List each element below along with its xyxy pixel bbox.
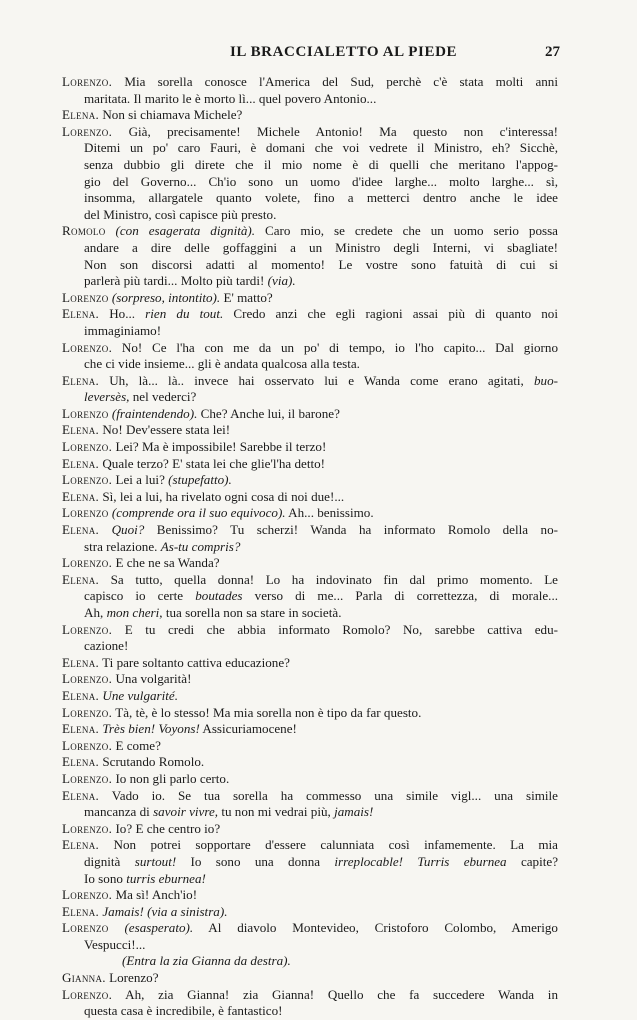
speaker-name: Lorenzo. xyxy=(62,770,113,786)
line-text: Tà, tè, è lo stesso! Ma mia sorella non è tipo da far questo. xyxy=(112,704,422,720)
italic-aside: (esasperato). xyxy=(124,920,194,936)
line-text: stra relazione. xyxy=(84,538,158,554)
line-text: parlerà più tardi... Molto più tardi! xyxy=(84,273,265,289)
italic-aside: savoir vivre, xyxy=(153,804,219,820)
dialogue-line xyxy=(62,373,558,390)
speaker-name: Lorenzo. xyxy=(62,737,113,753)
line-text: Non si chiamava Michele? xyxy=(99,107,243,123)
dialogue-line xyxy=(62,124,558,141)
line-text: verso di me... Parla di correttezza, di morale... xyxy=(242,588,558,604)
speaker-name: Lorenzo xyxy=(62,405,109,421)
line-text: Benissimo? Tu scherzi! Wanda ha informato Romolo della no- xyxy=(144,522,558,538)
dialogue-line xyxy=(62,489,558,506)
italic-aside: Une vulgarité. xyxy=(102,687,178,703)
dialogue-line xyxy=(62,688,558,705)
line-text: Ho... xyxy=(99,306,136,322)
italic-aside: surtout! xyxy=(134,853,177,869)
dialogue-line xyxy=(62,539,558,556)
italic-aside: (con esagerata dignità). xyxy=(115,223,256,239)
dialogue-line xyxy=(62,837,558,854)
line-text: E' matto? xyxy=(220,289,273,305)
italic-aside: irreplocable! Turris eburnea xyxy=(334,853,507,869)
dialogue-line xyxy=(62,306,558,323)
speaker-name: Gianna. xyxy=(62,970,106,986)
speaker-name: Lorenzo. xyxy=(62,704,113,720)
dialogue-line xyxy=(62,638,558,655)
line-text: Già, precisamente! Michele Antonio! Ma questo non c'interessa! xyxy=(112,123,558,139)
speaker-name: Lorenzo. xyxy=(62,621,113,637)
italic-aside: leversès, xyxy=(84,389,130,405)
dialogue-line xyxy=(62,904,558,921)
dialogue-line xyxy=(62,1003,558,1020)
speaker-name: Lorenzo. xyxy=(62,74,113,89)
italic-aside: boutades xyxy=(195,588,243,604)
speaker-name: Elena. xyxy=(62,372,100,388)
line-text: Io non gli parlo certo. xyxy=(112,770,230,786)
line-text: Assicuriamocene! xyxy=(199,721,297,737)
dialogue-line xyxy=(62,223,558,240)
speaker-name: Elena. xyxy=(62,654,100,670)
dialogue-line xyxy=(62,472,558,489)
speaker-name: Elena. xyxy=(62,306,100,322)
line-text: maritata. Il marito le è morto lì... quel povero Antonio... xyxy=(84,90,377,106)
dialogue-line xyxy=(62,754,558,771)
speaker-name: Lorenzo. xyxy=(62,123,113,139)
dialogue-line xyxy=(62,422,558,439)
speaker-name: Elena. xyxy=(62,687,100,703)
line-text: Ah, zia Gianna! zia Gianna! Quello che fa succedere Wanda in xyxy=(112,986,558,1002)
italic-aside: (comprende ora il suo equivoco). xyxy=(111,505,286,521)
dialogue-line xyxy=(62,356,558,373)
line-text: tu non mi vedrai più, xyxy=(218,804,331,820)
page-header xyxy=(60,44,560,66)
line-text: Uh, là... là.. invece hai osservato lui e Wanda come erano agitati, xyxy=(99,372,524,388)
dialogue-line xyxy=(62,439,558,456)
speaker-name: Lorenzo xyxy=(62,505,109,521)
line-text: Una volgarità! xyxy=(112,671,192,687)
italic-aside: As-tu compris? xyxy=(160,538,241,554)
dialogue-line xyxy=(62,705,558,722)
speaker-name: Elena. xyxy=(62,455,100,471)
dialogue-line xyxy=(62,854,558,871)
italic-aside: (fraintendendo). xyxy=(111,405,198,421)
dialogue-line xyxy=(62,323,558,340)
speaker-name: Elena. xyxy=(62,754,100,770)
line-text: Ah, xyxy=(84,605,104,620)
line-text: Lorenzo? xyxy=(105,970,159,986)
dialogue-line xyxy=(62,887,558,904)
dialogue-line xyxy=(62,987,558,1004)
speaker-name: Elena. xyxy=(62,787,100,803)
italic-aside: Jamais! (via a sinistra). xyxy=(102,903,228,919)
dialogue-line xyxy=(62,456,558,473)
line-text: Non son discorsi adatti al momento! Le vostre sono fatuità di cui si xyxy=(84,256,558,272)
line-text: Ti pare soltanto cattiva educazione? xyxy=(99,654,290,670)
dialogue-line xyxy=(62,920,558,937)
line-text: Caro mio, se credete che un uomo serio possa xyxy=(255,223,558,239)
dialogue-line xyxy=(62,522,558,539)
speaker-name: Lorenzo. xyxy=(62,820,113,836)
line-text: Io? E che centro io? xyxy=(112,820,221,836)
dialogue-line xyxy=(62,91,558,108)
line-text: Ditemi un po' caro Fauri, è domani che voi vedrete il Ministro, eh? Sicchè, xyxy=(84,140,558,156)
dialogue-line xyxy=(62,406,558,423)
line-text: capisco io certe xyxy=(84,588,184,604)
line-text: che ci vide insieme... gli è andata qualcosa alla testa. xyxy=(84,356,360,372)
line-text: E tu credi che abbia informato Romolo? No, sarebbe cattiva edu- xyxy=(112,621,558,637)
italic-aside: buo- xyxy=(533,372,558,388)
speaker-name: Elena. xyxy=(62,837,100,853)
speaker-name: Lorenzo. xyxy=(62,887,113,903)
italic-aside: Quoi? xyxy=(111,522,145,538)
dialogue-line xyxy=(62,738,558,755)
italic-aside: rien du tout. xyxy=(145,306,224,322)
line-text: Che? Anche lui, il barone? xyxy=(197,405,340,421)
line-text: Non potrei sopportare d'essere calunniata così infamemente. La mia xyxy=(99,837,558,853)
dialogue-line xyxy=(62,240,558,257)
line-text: mancanza di xyxy=(84,804,150,820)
dialogue-line xyxy=(62,207,558,224)
line-text: Vespucci!... xyxy=(84,936,146,952)
line-text: No! Dev'essere stata lei! xyxy=(99,422,231,438)
page-number: 27 xyxy=(545,44,560,60)
dialogue-line xyxy=(62,555,558,572)
play-text xyxy=(62,74,558,1020)
line-text: dignità xyxy=(84,853,121,869)
dialogue-line xyxy=(62,622,558,639)
dialogue-line xyxy=(62,721,558,738)
speaker-name: Lorenzo xyxy=(62,289,109,305)
dialogue-line xyxy=(62,190,558,207)
running-title: IL BRACCIALETTO AL PIEDE xyxy=(230,44,458,60)
line-text: del Ministro, così capisce più presto. xyxy=(84,206,277,222)
speaker-name: Elena. xyxy=(62,107,100,123)
line-text: immaginiamo! xyxy=(84,322,162,338)
speaker-name: Elena. xyxy=(62,422,100,438)
italic-aside: (stupefatto). xyxy=(168,472,232,488)
line-text: capite? xyxy=(506,853,559,869)
dialogue-line xyxy=(62,505,558,522)
dialogue-line xyxy=(62,273,558,290)
line-text: Io sono una donna xyxy=(176,853,321,869)
speaker-name: Elena. xyxy=(62,903,100,919)
line-text: Lei a lui? xyxy=(112,472,165,488)
line-text: Ma sì! Anch'io! xyxy=(112,887,198,903)
line-text: Io sono xyxy=(84,870,123,886)
dialogue-line xyxy=(62,970,558,987)
line-text: Credo anzi che egli ragioni assai più di quanto noi xyxy=(223,306,558,322)
line-text: andare a dire delle goffaggini a un Ministro degli Interni, vi sbagliate! xyxy=(84,239,558,255)
dialogue-line xyxy=(62,588,558,605)
line-text: gio del Governo... Ch'io sono un uomo d'idee larghe... molto larghe... sì, xyxy=(84,173,558,189)
line-text: No! Ce l'ha con me da un po' di tempo, io l'ho capito... Dal giorno xyxy=(112,339,558,355)
speaker-name: Lorenzo. xyxy=(62,339,113,355)
dialogue-line xyxy=(62,655,558,672)
dialogue-line xyxy=(62,821,558,838)
italic-aside: (sorpreso, intontito). xyxy=(111,289,221,305)
line-text: questa casa è incredibile, è fantastico! xyxy=(84,1003,283,1019)
dialogue-line xyxy=(62,257,558,274)
line-text: Vado io. Se tua sorella ha commesso una simile vigl... una simile xyxy=(99,787,558,803)
speaker-name: Lorenzo xyxy=(62,920,109,936)
line-text: Ah... benissimo. xyxy=(285,505,374,521)
italic-aside: turris eburnea! xyxy=(126,870,206,886)
speaker-name: Lorenzo. xyxy=(62,986,113,1002)
line-text: tua sorella non sa stare in società. xyxy=(162,605,342,620)
line-text: insomma, allargatele quanto volete, fino a metterci dentro anche le idee xyxy=(84,190,558,206)
dialogue-line xyxy=(62,671,558,688)
speaker-name: Elena. xyxy=(62,721,100,737)
speaker-name: Romolo xyxy=(62,223,106,239)
line-text: senza dubbio gli direte che il mio nome è di quelli che meritano l'appog- xyxy=(84,156,558,172)
line-text: Sì, lei a lui, ha rivelato ogni cosa di noi due!... xyxy=(99,488,345,504)
stage-direction xyxy=(62,953,558,970)
dialogue-line xyxy=(62,804,558,821)
italic-aside: jamais! xyxy=(334,804,374,820)
italic-aside: Très bien! Voyons! xyxy=(102,721,200,737)
speaker-name: Lorenzo. xyxy=(62,555,113,571)
dialogue-line xyxy=(62,174,558,191)
dialogue-line xyxy=(62,572,558,589)
dialogue-line xyxy=(62,157,558,174)
speaker-name: Lorenzo. xyxy=(62,439,113,455)
italic-aside: (via). xyxy=(267,273,296,289)
dialogue-line xyxy=(62,290,558,307)
line-text: Scrutando Romolo. xyxy=(99,754,205,770)
speaker-name: Lorenzo. xyxy=(62,671,113,687)
line-text: E che ne sa Wanda? xyxy=(112,555,220,571)
line-text: Lei? Ma è impossibile! Sarebbe il terzo! xyxy=(112,439,327,455)
dialogue-line xyxy=(62,140,558,157)
speaker-name: Lorenzo. xyxy=(62,472,113,488)
speaker-name: Elena. xyxy=(62,571,100,587)
speaker-name: Elena. xyxy=(62,522,100,538)
line-text: Mia sorella conosce l'America del Sud, perchè c'è stata molti anni xyxy=(112,74,558,89)
dialogue-line xyxy=(62,107,558,124)
speaker-name: Elena. xyxy=(62,488,100,504)
line-text: E come? xyxy=(112,737,161,753)
line-text: cazione! xyxy=(84,638,129,654)
line-text: Quale terzo? E' stata lei che glie'l'ha detto! xyxy=(99,455,326,471)
dialogue-line xyxy=(62,389,558,406)
italic-aside: mon cheri, xyxy=(106,605,163,620)
stage-direction-text: (Entra la zia Gianna da destra). xyxy=(122,953,291,969)
dialogue-line xyxy=(62,771,558,788)
dialogue-line xyxy=(62,937,558,954)
line-text: nel vederci? xyxy=(129,389,197,405)
dialogue-line xyxy=(62,74,558,91)
line-text: Sa tutto, quella donna! Lo ha indovinato fin dal primo momento. Le xyxy=(99,571,558,587)
line-text: Al diavolo Montevideo, Cristoforo Colombo, Amerigo xyxy=(193,920,558,936)
dialogue-line xyxy=(62,605,558,622)
dialogue-line xyxy=(62,788,558,805)
dialogue-line xyxy=(62,340,558,357)
dialogue-line xyxy=(62,871,558,888)
